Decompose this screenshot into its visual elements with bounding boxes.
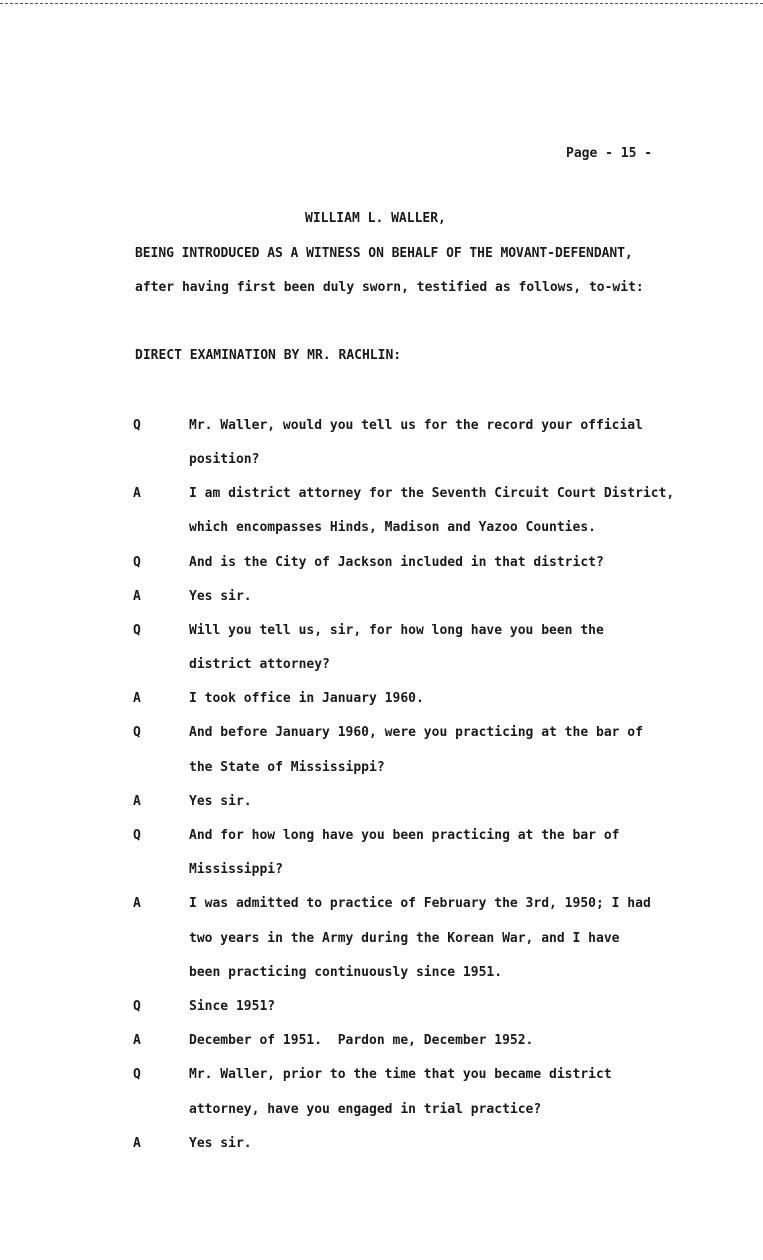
- witness-intro-line-1: BEING INTRODUCED AS A WITNESS ON BEHALF OF THE MOVANT-DEFENDANT,: [135, 246, 633, 261]
- question-line: And is the City of Jackson included in that district?: [189, 555, 604, 570]
- answer-line: Yes sir.: [189, 589, 252, 604]
- answer-marker: A: [133, 1136, 141, 1151]
- answer-line: been practicing continuously since 1951.: [189, 965, 503, 980]
- answer-line: December of 1951. Pardon me, December 1952.: [189, 1033, 534, 1048]
- top-edge-rule: [0, 3, 763, 4]
- answer-line: Yes sir.: [189, 1136, 252, 1151]
- question-line: Mr. Waller, prior to the time that you became district: [189, 1067, 612, 1082]
- witness-intro-line-2: after having first been duly sworn, testified as follows, to-wit:: [135, 280, 644, 295]
- page-number: Page - 15 -: [566, 146, 653, 161]
- answer-line: Yes sir.: [189, 794, 252, 809]
- question-marker: Q: [133, 1067, 141, 1082]
- answer-line: I was admitted to practice of February the 3rd, 1950; I had: [189, 896, 651, 911]
- answer-line: two years in the Army during the Korean War, and I have: [189, 931, 620, 946]
- question-line: Will you tell us, sir, for how long have you been the: [189, 623, 604, 638]
- answer-marker: A: [133, 896, 141, 911]
- question-marker: Q: [133, 828, 141, 843]
- answer-marker: A: [133, 486, 141, 501]
- answer-marker: A: [133, 1033, 141, 1048]
- question-line: position?: [189, 452, 260, 467]
- question-line: Mississippi?: [189, 862, 283, 877]
- question-marker: Q: [133, 999, 141, 1014]
- question-line: And before January 1960, were you practicing at the bar of: [189, 725, 643, 740]
- answer-marker: A: [133, 794, 141, 809]
- question-line: attorney, have you engaged in trial practice?: [189, 1102, 542, 1117]
- answer-line: I am district attorney for the Seventh Circuit Court District,: [189, 486, 675, 501]
- answer-line: I took office in January 1960.: [189, 691, 424, 706]
- question-line: And for how long have you been practicing at the bar of: [189, 828, 620, 843]
- question-marker: Q: [133, 725, 141, 740]
- answer-marker: A: [133, 691, 141, 706]
- question-line: Since 1951?: [189, 999, 276, 1014]
- question-line: the State of Mississippi?: [189, 760, 385, 775]
- question-line: district attorney?: [189, 657, 330, 672]
- examination-heading: DIRECT EXAMINATION BY MR. RACHLIN:: [135, 348, 402, 363]
- answer-line: which encompasses Hinds, Madison and Yazoo Counties.: [189, 520, 596, 535]
- question-marker: Q: [133, 623, 141, 638]
- question-line: Mr. Waller, would you tell us for the record your official: [189, 418, 643, 433]
- question-marker: Q: [133, 555, 141, 570]
- answer-marker: A: [133, 589, 141, 604]
- witness-name: WILLIAM L. WALLER,: [305, 211, 446, 226]
- question-marker: Q: [133, 418, 141, 433]
